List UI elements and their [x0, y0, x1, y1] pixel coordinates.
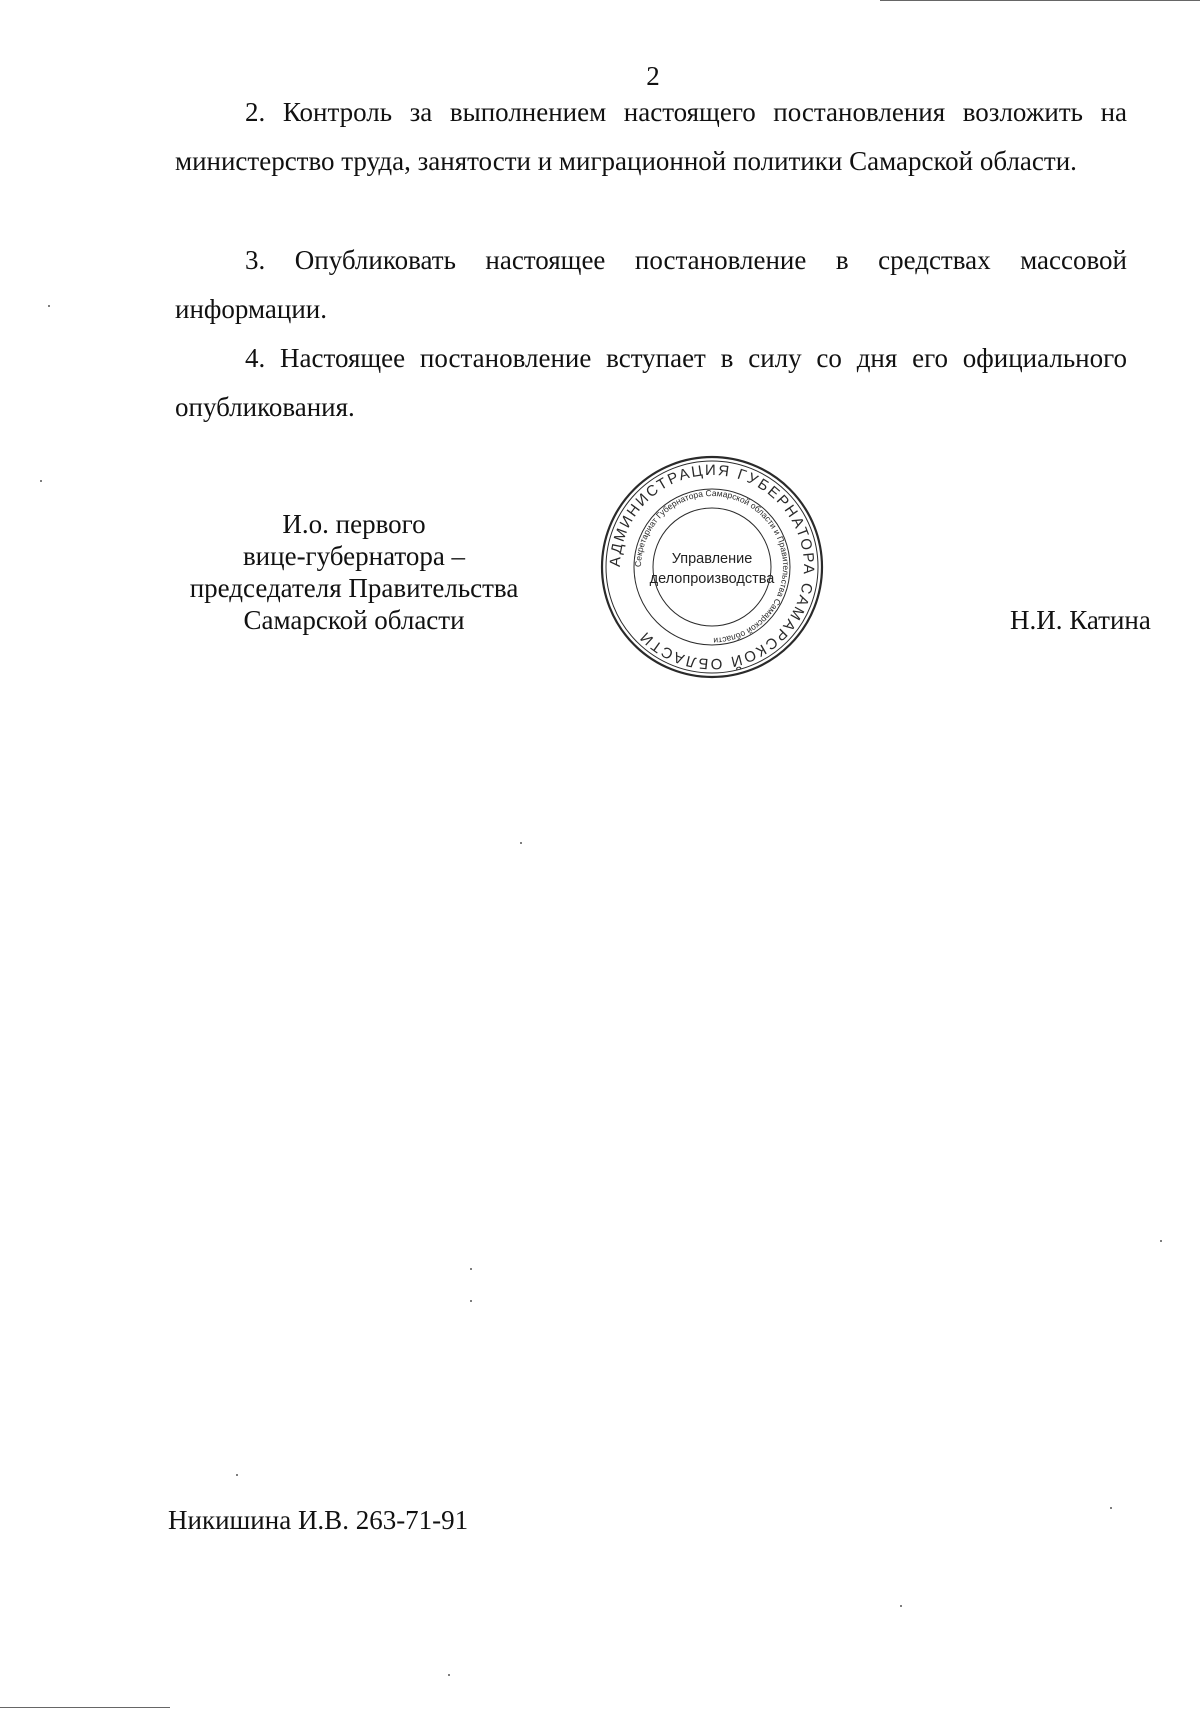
signer-position-line: председателя Правительства — [189, 573, 519, 603]
seal-inner-text: Секретариат Губернатора Самарской области и Правительства Самарской области — [632, 487, 792, 647]
signer-position — [160, 508, 548, 636]
executor-contact: Никишина И.В. 263-71-91 — [168, 1505, 469, 1535]
signer-position-line: Самарской области — [243, 605, 465, 635]
seal-center-line: делопроизводства — [649, 571, 775, 587]
paragraph-control: 2. Контроль за выполнением настоящего постановления возложить на министерство труда, занятости и миграционной политики Самарской области. — [175, 97, 1127, 176]
scan-speck — [470, 1300, 472, 1302]
seal-graphic — [600, 455, 824, 679]
scan-speck — [900, 1605, 902, 1607]
paragraph-publish: 3. Опубликовать настоящее постановление в средствах массовой информации. — [175, 245, 1127, 324]
page-number: 2 — [646, 61, 660, 91]
scan-speck — [470, 1268, 472, 1270]
signer-position-line: вице-губернатора – — [242, 541, 466, 571]
scan-speck — [40, 480, 42, 482]
seal-center-line: Управление — [671, 551, 753, 567]
scan-speck — [448, 1674, 450, 1676]
scan-edge-artifact — [0, 1707, 170, 1708]
scan-speck — [48, 305, 50, 307]
signer-name: Н.И. Катина — [1010, 605, 1151, 635]
paragraph-effective-date: 4. Настоящее постановление вступает в силу со дня его официального опубликования. — [175, 343, 1127, 422]
seal-outer-text: АДМИНИСТРАЦИЯ ГУБЕРНАТОРА САМАРСКОЙ ОБЛАСТИ — [606, 461, 818, 673]
scan-speck — [1160, 1240, 1162, 1242]
signer-position-line: И.о. первого — [282, 509, 426, 539]
official-seal — [600, 455, 824, 679]
scan-speck — [520, 842, 522, 844]
scan-speck — [1110, 1507, 1112, 1509]
scan-edge-artifact — [880, 0, 1200, 1]
scan-speck — [236, 1474, 238, 1476]
